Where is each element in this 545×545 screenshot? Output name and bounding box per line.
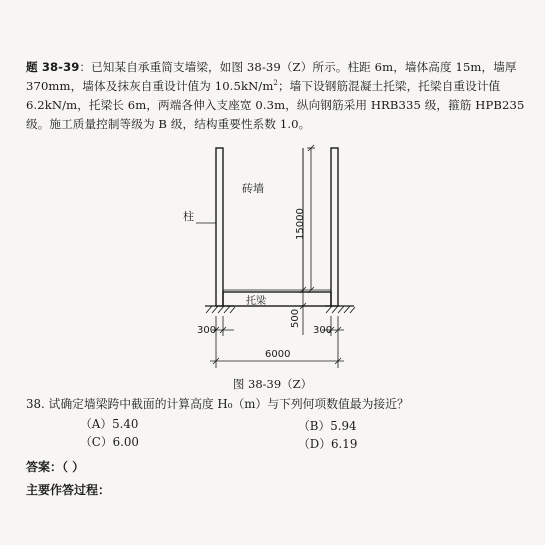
wall-label: 砖墙 xyxy=(242,182,264,195)
column-left xyxy=(216,148,223,306)
column-right xyxy=(331,148,338,306)
transfer-beam xyxy=(223,292,331,306)
ground-hatch-left xyxy=(205,306,235,313)
height-dimension xyxy=(307,145,315,293)
problem-text-part-2: ；墙下设钢筋混凝土托梁，托梁自重设计值 6.2kN/m，托梁长 6m，两端各伸入支座宽 0.3m，纵向钢筋采用 HRB335 级，箍筋 HPB235 级。施工质量控制等级为 B 级，结构重要性系数 1.0。 xyxy=(26,79,525,131)
working-process-label: 主要作答过程： xyxy=(26,483,111,497)
unit-superscript: 2 xyxy=(273,79,278,88)
height-dimension-label: 15000 xyxy=(295,208,306,240)
beam-label: 托梁 xyxy=(246,296,266,307)
option-a[interactable]: （A）5.40 xyxy=(80,417,139,431)
problem-tag: 题 38-39 xyxy=(26,60,80,74)
option-d[interactable]: （D）6.19 xyxy=(298,437,358,451)
option-c[interactable]: （C）6.00 xyxy=(80,435,139,449)
support-left-label: 300 xyxy=(197,325,217,336)
question-38 xyxy=(26,395,409,412)
problem-text-part-1: ：已知某自承重简支墙梁，如图 38-39（Z）所示。柱距 6m，墙体高度 15m，墙厚 370mm，墙体及抹灰自重设计值为 10.5kN/m xyxy=(26,60,517,93)
question-number: 38. xyxy=(26,397,45,411)
answer-field[interactable]: 答案：（ ） xyxy=(26,460,85,474)
span-label: 6000 xyxy=(265,349,291,360)
figure-caption: 图 38-39（Z） xyxy=(232,377,313,391)
option-b[interactable]: （B）5.94 xyxy=(298,419,357,433)
question-text: 试确定墙梁跨中截面的计算高度 H₀（m）与下列何项数值最为接近？ xyxy=(48,397,409,411)
ground-hatch-right xyxy=(325,306,355,313)
beam-height-label: 500 xyxy=(290,308,301,328)
column-label: 柱 xyxy=(183,210,194,223)
support-right-label: 300 xyxy=(313,325,333,336)
